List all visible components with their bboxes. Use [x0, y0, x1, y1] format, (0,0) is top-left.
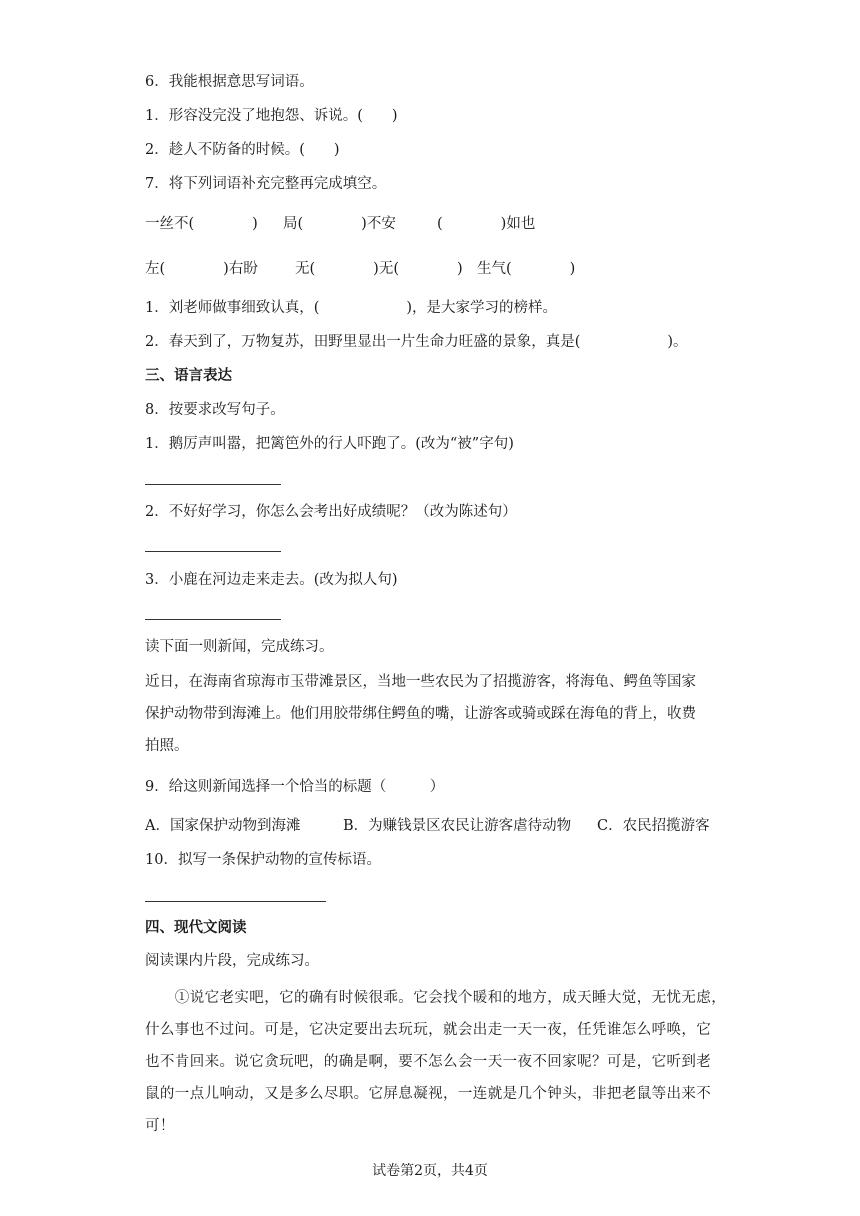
passage-line: 也不肯回来。说它贪玩吧，的确是啊，要不怎么会一天一夜不回家呢？可是，它听到老 — [145, 1054, 712, 1070]
q7-word: 局( )不安 — [283, 216, 396, 232]
passage-line: ①说它老实吧，它的确有时候很乖。它会找个暖和的地方，成天睡大觉，无忧无虑， — [145, 990, 727, 1006]
news-paragraph — [145, 666, 717, 762]
q7-title: 7．将下列词语补充完整再完成填空。 — [145, 176, 387, 192]
q7-word: 生气( ) — [477, 261, 576, 277]
q6-title: 6．我能根据意思写词语。 — [145, 74, 314, 90]
news-line: 保护动物带到海滩上。他们用胶带绑住鳄鱼的嘴，让游客或骑或踩在海龟的背上，收费 — [145, 706, 696, 722]
q8-item-3: 3．小鹿在河边走来走去。(改为拟人句) — [145, 572, 398, 588]
passage-line: 可！ — [145, 1118, 175, 1134]
answer-line — [145, 619, 281, 620]
news-line: 拍照。 — [145, 738, 189, 754]
answer-line — [145, 484, 281, 485]
q8-item-1: 1．鹅厉声叫嚣，把篱笆外的行人吓跑了。(改为“被”字句) — [145, 436, 514, 452]
answer-line — [145, 901, 326, 902]
q6-item-2: 2．趁人不防备的时候。( ) — [145, 142, 340, 158]
passage-line: 什么事也不过问。可是，它决定要出去玩玩，就会出走一天一夜，任凭谁怎么呼唤，它 — [145, 1022, 712, 1038]
page-footer: 试卷第2页，共4页 — [372, 1163, 488, 1179]
answer-line — [145, 551, 281, 552]
reading-passage — [145, 982, 727, 1142]
news-intro: 读下面一则新闻，完成练习。 — [145, 639, 334, 655]
q8-title: 8．按要求改写句子。 — [145, 402, 285, 418]
q9-option-a: A．国家保护动物到海滩 — [145, 818, 301, 834]
section-heading: 三、语言表达 — [145, 367, 232, 384]
q9-option-c: C．农民招揽游客 — [597, 818, 710, 834]
passage-line: 鼠的一点儿响动，又是多么尽职。它屏息凝视，一连就是几个钟头，非把老鼠等出来不 — [145, 1086, 712, 1102]
news-line: 近日，在海南省琼海市玉带滩景区，当地一些农民为了招揽游客，将海龟、鳄鱼等国家 — [145, 674, 696, 690]
section-heading: 四、现代文阅读 — [145, 919, 247, 936]
q7-word: ( )如也 — [437, 216, 536, 232]
q8-item-2: 2．不好好学习，你怎么会考出好成绩呢？（改为陈述句） — [145, 504, 517, 520]
q9-option-b: B．为赚钱景区农民让游客虐待动物 — [343, 818, 572, 834]
q10-title: 10．拟写一条保护动物的宣传标语。 — [145, 852, 381, 868]
q7-word: 无( )无( ) — [295, 261, 463, 277]
q7-item-1: 1．刘老师做事细致认真，( )，是大家学习的榜样。 — [145, 300, 558, 316]
q7-word: 左( )右盼 — [145, 261, 258, 277]
q7-word: 一丝不( ) — [145, 216, 258, 232]
section4-intro: 阅读课内片段，完成练习。 — [145, 953, 319, 969]
q9-title: 9．给这则新闻选择一个恰当的标题（ ） — [145, 779, 445, 795]
q6-item-1: 1．形容没完没了地抱怨、诉说。( ) — [145, 108, 398, 124]
q7-item-2: 2．春天到了，万物复苏，田野里显出一片生命力旺盛的景象，真是( )。 — [145, 334, 688, 350]
